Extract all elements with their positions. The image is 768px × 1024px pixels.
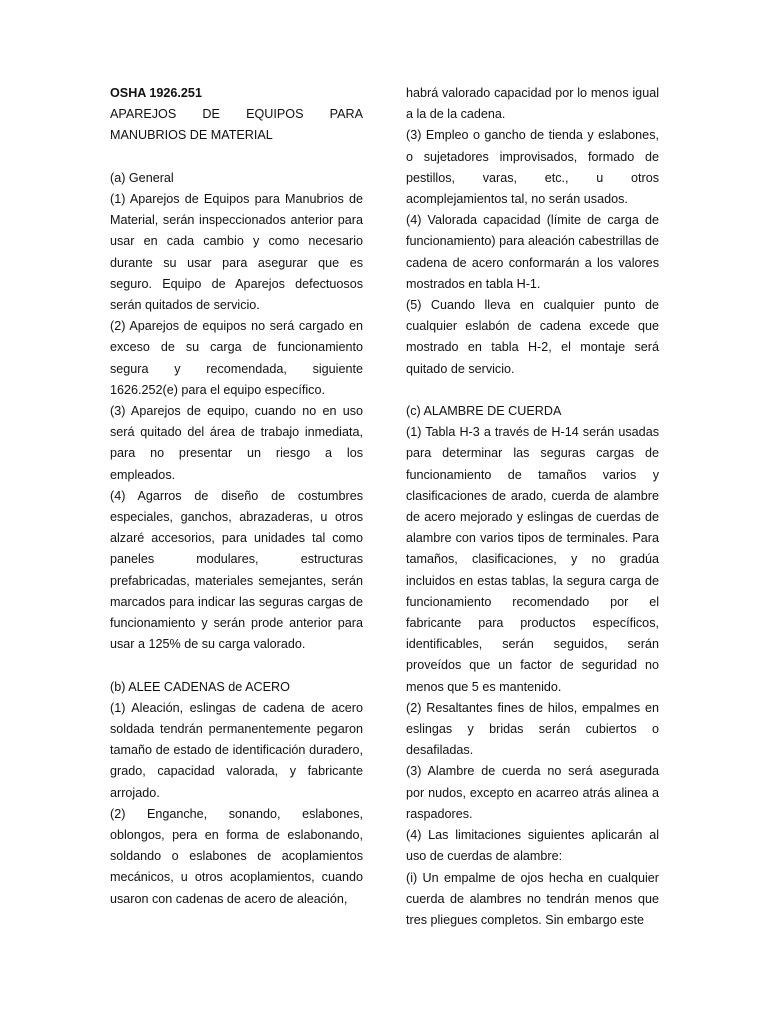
paragraph: (5) Cuando lleva en cualquier punto de cualquier eslabón de cadena excede que mostrado en tabla H-2, el montaje será quitado de servicio.	[406, 298, 659, 376]
spacer	[406, 380, 659, 401]
paragraph: (4) Agarros de diseño de costumbres especiales, ganchos, abrazaderas, u otros alzaré accesorios, para unidades tal como paneles modulares, estructuras prefabricadas, materiales semejantes, serán marcados para indicar las seguras cargas de funcionamiento y serán prode anterior para usar a 125% de su carga valorado.	[110, 488, 363, 652]
section-a-heading: (a) General	[110, 170, 174, 185]
document-title: APAREJOS DE EQUIPOS PARA MANUBRIOS DE MATERIAL	[110, 107, 363, 143]
section-b-heading: (b) ALEE CADENAS de ACERO	[110, 679, 290, 694]
paragraph: (2) Enganche, sonando, eslabones, oblongos, pera en forma de eslabonando, soldando o eslabones de acoplamientos mecánicos, u otros acoplamientos, cuando usaron con cadenas de acero de aleación,	[110, 806, 363, 906]
left-column	[110, 83, 363, 910]
right-column	[406, 83, 659, 931]
paragraph: (2) Aparejos de equipos no será cargado en exceso de su carga de funcionamiento segura y recomendada, siguiente 1626.252(e) para el equipo específico.	[110, 319, 363, 397]
section-c-heading: (c) ALAMBRE DE CUERDA	[406, 404, 562, 419]
paragraph: (3) Alambre de cuerda no será asegurada por nudos, excepto en acarreo atrás alinea a raspadores.	[406, 764, 659, 821]
paragraph: (3) Aparejos de equipo, cuando no en uso será quitado del área de trabajo inmediata, para no presentar un riesgo a los empleados.	[110, 404, 363, 482]
document-code: OSHA 1926.251	[110, 86, 202, 100]
paragraph: (2) Resaltantes fines de hilos, empalmes en eslingas y bridas serán cubiertos o desafiladas.	[406, 700, 659, 758]
paragraph-continuation: habrá valorado capacidad por lo menos igual a la de la cadena.	[406, 86, 659, 122]
paragraph: (1) Tabla H-3 a través de H-14 serán usadas para determinar las seguras cargas de funcionamiento de tamaños varios y clasificaciones de arado, cuerda de alambre de acero mejorado y eslingas de cuerdas de alambre con varios tipos de terminales. Para tamaños, clasificaciones, y no gradúa incluidos en estas tablas, la segura carga de funcionamiento recomendado por el fabricante para productos específicos, identificables, serán seguidos, serán proveídos que un factor de seguridad no menos que 5 es mantenido.	[406, 425, 659, 694]
paragraph: (3) Empleo o gancho de tienda y eslabones, o sujetadores improvisados, formado de pestillos, varas, etc., u otros acomplejamientos tal, no serán usados.	[406, 128, 659, 207]
paragraph: (i) Un empalme de ojos hecha en cualquier cuerda de alambres no tendrán menos que tres pliegues completos. Sin embargo este	[406, 870, 659, 927]
spacer	[110, 655, 363, 676]
paragraph: (4) Valorada capacidad (límite de carga de funcionamiento) para aleación cabestrillas de cadena de acero conformarán a los valores mostrados en tabla H-1.	[406, 213, 659, 291]
paragraph: (4) Las limitaciones siguientes aplicarán al uso de cuerdas de alambre:	[406, 828, 659, 864]
paragraph: (1) Aparejos de Equipos para Manubrios de Material, serán inspeccionados anterior para usar en cada cambio y como necesario durante su usar para asegurar que es seguro. Equipo de Aparejos defectuosos serán quitados de servicio.	[110, 192, 363, 313]
paragraph: (1) Aleación, eslingas de cadena de acero soldada tendrán permanentemente pegaron tamaño de estado de identificación duradero, grado, capacidad valorada, y fabricante arrojado.	[110, 700, 363, 800]
spacer	[110, 147, 363, 168]
